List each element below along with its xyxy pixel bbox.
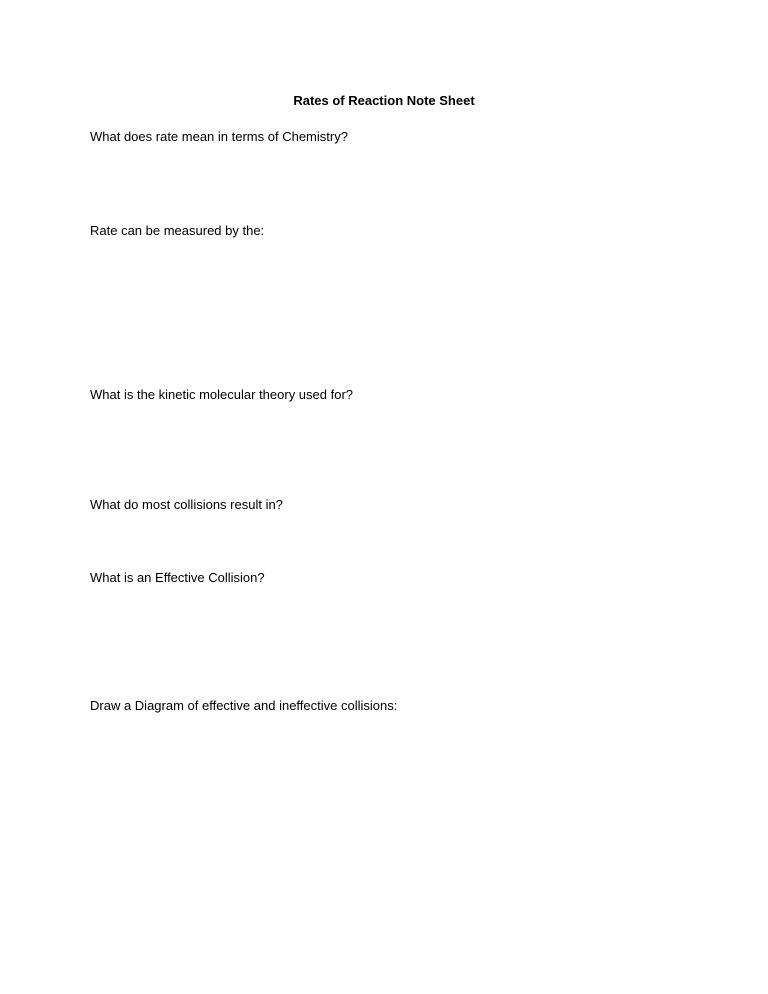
page-title: Rates of Reaction Note Sheet xyxy=(293,93,475,108)
question-rate-meaning: What does rate mean in terms of Chemistry? xyxy=(90,129,348,144)
question-collisions-result: What do most collisions result in? xyxy=(90,497,283,512)
question-effective-collision: What is an Effective Collision? xyxy=(90,570,265,585)
question-rate-measured: Rate can be measured by the: xyxy=(90,223,265,238)
question-kinetic-molecular-theory: What is the kinetic molecular theory used for? xyxy=(90,387,354,402)
question-draw-diagram: Draw a Diagram of effective and ineffective collisions: xyxy=(90,698,398,713)
